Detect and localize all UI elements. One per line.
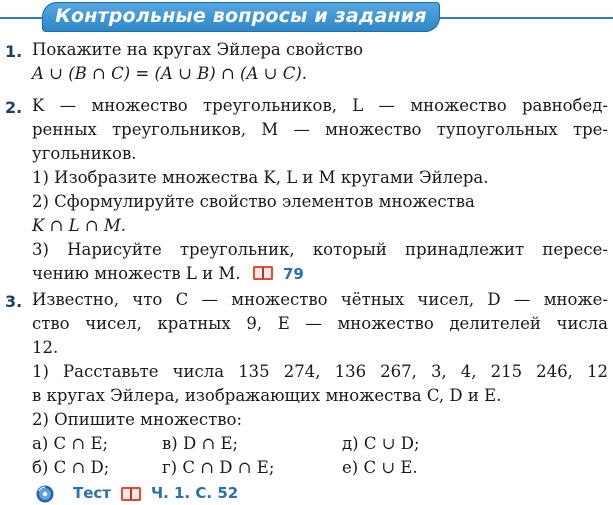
question-text-line: K — множество треугольников, L — множество равнобед- (32, 96, 608, 115)
footer-links (36, 484, 296, 504)
answer-item-d: д) C ∪ D; (342, 434, 420, 453)
section-header (0, 0, 613, 34)
subtask-1: 1) Изобразите множества K, L и M кругами Эйлера. (32, 168, 489, 187)
subtask-1: 1) Расставьте числа 135 274, 136 267, 3, 4, 215 246, 12 (32, 362, 608, 381)
answer-item-v: в) D ∩ E; (162, 434, 239, 453)
question-text-line: угольников. (32, 144, 137, 163)
header-title: Контрольные вопросы и задания (55, 5, 427, 27)
book-icon (252, 265, 274, 281)
header-banner (42, 2, 440, 32)
answer-item-a: а) C ∩ E; (32, 434, 109, 453)
disc-icon[interactable] (36, 485, 54, 503)
subtask-2: 2) Сформулируйте свойство элементов множества (32, 192, 475, 211)
question-number: 1. (5, 42, 23, 61)
subtask-2: 2) Опишите множество: (32, 410, 243, 429)
question-text-line: Известно, что C — множество чётных чисел, D — множе- (32, 290, 608, 309)
question-text-line: чению множеств L и M. (32, 264, 241, 283)
answer-item-b: б) C ∩ D; (32, 458, 110, 477)
question-text-line: ство чисел, кратных 9, E — множество делителей числа (32, 314, 608, 333)
question-text-line: Покажите на кругах Эйлера свойство (32, 40, 364, 59)
question-number: 3. (5, 292, 23, 311)
subtask-3-continued (32, 263, 608, 285)
subtask-3: 3) Нарисуйте треугольник, который принадлежит пересе- (32, 240, 608, 259)
test-link[interactable]: Тест (73, 484, 111, 502)
book-icon (120, 486, 142, 502)
answer-item-e: е) C ∪ E. (342, 458, 418, 477)
question-number: 2. (5, 98, 23, 117)
workbook-reference[interactable]: Ч. 1. С. 52 (151, 484, 239, 502)
question-text-line: 12. (32, 338, 59, 357)
subtask-1-continued: в кругах Эйлера, изображающих множества C, D и E. (32, 386, 502, 405)
question-formula: A ∪ (B ∩ C) = (A ∪ B) ∩ (A ∪ C). (32, 64, 308, 83)
page-reference[interactable]: 79 (282, 265, 304, 283)
question-formula: K ∩ L ∩ M. (32, 216, 127, 235)
answer-item-g: г) C ∩ D ∩ E; (162, 458, 275, 477)
question-text-line: ренных треугольников, M — множество тупоугольных тре- (32, 120, 608, 139)
